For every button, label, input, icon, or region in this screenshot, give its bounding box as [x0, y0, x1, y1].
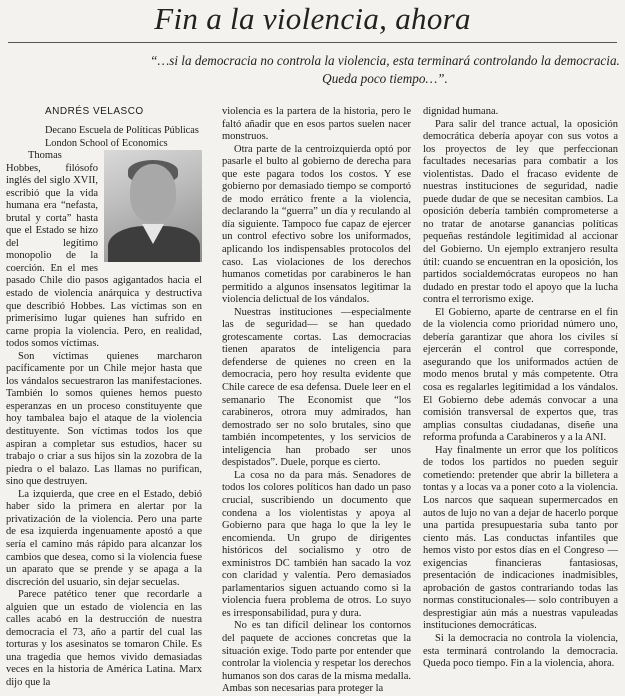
paragraph: Para salir del trance actual, la oposición democrática debería apoyar con sus votos a los proyectos de ley que perfeccionan facultades necesarias para combatir a los violentistas. Dado el fracaso evidente de nuestras instituciones de seguridad, nadie puede dudar de que se necesitan cambios. La oposición debería también comprometerse a no tratar de anotarse ganancias políticas pequeñas restándole legitimidad al accionar del Gobierno. Un ejemplo extranjero resulta útil: cuando se encuentran en la oposición, los partidos socialdemócratas europeos no han dudado en prestar todo el apoyo que la lucha contra el terrorismo exige.	[423, 118, 618, 306]
paragraph: Son víctimas quienes marcharon pacíficamente por un Chile mejor hasta que los vándalos secuestraron las manifestaciones. También lo somos quienes hemos puesto esperanzas en un proceso constituyente que hoy tambalea bajo el ataque de la violencia destituyente. Son víctimas todos los que aspiran a completar sus estudios, hacer su trabajo o criar a sus hijos sin la zozobra de la piedra o el balazo. Las llamas no purifican, sino que destruyen.	[6, 350, 202, 488]
paragraph: Nuestras instituciones —especialmente las de seguridad— se han quedado grotescamente cortas. Las democracias tienen aparatos de inteligencia para defenderse de quienes no creen en la democracia, pero hoy resulta evidente que Chile carece de esa defensa. Duele leer en el semanario The Economist que “los carabineros, otrora muy admirados, han demostrado ser no solo brutales, sino que también incompetentes, y los servicios de inteligencia han probado ser unos despistados”. Duele, porque es cierto.	[222, 306, 411, 469]
paragraph: Hay finalmente un error que los políticos de todos los partidos no pueden seguir cometiendo: pretender que abrir la billetera a tontas y a locas va a poner coto a la violencia. Los narcos que saquean supermercados en autos de lujo no van a dejar de hacerlo porque una partida presupuestaria suba tanto por ciento más. Las conductas infantiles que hemos visto por estos días en el Congreso —exigencias financieras fantasiosas, presentación de indicaciones inadmisibles, aprobación de gastos contrariando todas las normas constitucionales— solo contribuyen a desprestigiar aún más a nuestras vapuleadas instituciones democráticas.	[423, 444, 618, 632]
byline	[45, 106, 205, 150]
paragraph: Parece patético tener que recordarle a alguien que un estado de violencia en las calles acabó en la destrucción de nuestra democracia el 73, año a partir del cual las torturas y los asesinatos se tomaron Chile. Es una tragedia que hemos vivido demasiadas veces en la historia de América Latina. Marx dijo que la	[6, 589, 202, 688]
paragraph	[6, 150, 202, 351]
author-portrait-icon	[104, 150, 202, 262]
paragraph: La cosa no da para más. Senadores de todos los colores políticos han dado un paso crucial, suscribiendo un documento que condena a los violentistas y apoya al Gobierno para que haga lo que la ley le encomienda. Un grupo de dirigentes históricos del socialismo y otro de exministros DC también han sacado la voz con claridad y valentía. Pero demasiados parlamentarios siguen actuando como si la violencia fuera problema de otros. Lo suyo es irresponsabilidad, pura y dura.	[222, 469, 411, 619]
paragraph: violencia es la partera de la historia, pero le faltó añadir que en esos partos suelen nacer monstruos.	[222, 106, 411, 143]
paragraph: Otra parte de la centroizquierda optó por pasarle el bulto al gobierno de derecha para que este pagara todos los costos. Y ese gobierno por demasiado tiempo se comportó de modo errático frente a la violencia, declarando la “guerra” un día y reculando al día siguiente. Tampoco fue capaz de ejercer un control efectivo sobre los uniformados, aplicando los indispensables protocolos del caso. Las violaciones de los derechos humanos cometidas por carabineros le han permitido a algunos insensatos legitimar la violencia delictual de los vándalos.	[222, 143, 411, 306]
paragraph: Si la democracia no controla la violencia, esta terminará controlando la democracia. Queda poco tiempo. Fin a la violencia, ahora.	[423, 632, 618, 670]
article-column-1	[6, 150, 202, 690]
pull-quote: “…si la democracia no controla la violencia, esta terminará controlando la democracia. Queda poco tiempo…”.	[150, 53, 620, 86]
article-column-2	[222, 106, 411, 696]
paragraph: No es tan difícil delinear los contornos del paquete de acciones concretas que la situación exige. Todo parte por entender que controlar la violencia y respetar los derechos humanos son dos caras de la misma medalla. Ambas son necesarias para proteger la	[222, 620, 411, 695]
author-name: ANDRÉS VELASCO	[45, 106, 144, 117]
author-role: Decano Escuela de Políticas Públicas London School of Economics	[45, 125, 199, 149]
paragraph: La izquierda, que cree en el Estado, debió haber sido la primera en alertar por la privatización de la violencia. Pero una parte de esa izquierda ingenuamente apostó a que sería el camino más rápido para alcanzar los cambios que desea, como si la violencia fuese un aparato que se prende y se apaga a la discreción del usuario, sin dejar secuelas.	[6, 488, 202, 588]
article-title: Fin a la violencia, ahora	[154, 1, 471, 36]
article-column-3	[423, 106, 618, 671]
paragraph-text: Thomas Hobbes, filósofo inglés del siglo XVII, escribió que la vida humana era “nefasta, brutal y corta” hasta que el Estado se hizo del legítimo monopolio de la coerción. En el mes pasado Chile dio pasos agigantados hacia el estado de violencia anárquica y destructiva que describió Hobbes. Las víctimas son en primerísimo lugar quienes han sufrido en carne propia la violencia. Pero, en realidad, todos somos víctimas.	[6, 150, 202, 350]
paragraph: dignidad humana.	[423, 106, 499, 117]
title-divider	[8, 42, 617, 43]
paragraph: El Gobierno, aparte de centrarse en el fin de la violencia como prioridad número uno, debería garantizar que ahora los civiles sí ejercerán el control que corresponde, asegurando que los uniformados actúen de modo menos brutal y más competente. Otra cosa es regalarles legitimidad a los vándalos. El Gobierno debe además convocar a una comisión transversal de expertos que, tras amplias consultas ciudadanas, diseñe una reforma profunda a Carabineros y a la ANI.	[423, 306, 618, 444]
